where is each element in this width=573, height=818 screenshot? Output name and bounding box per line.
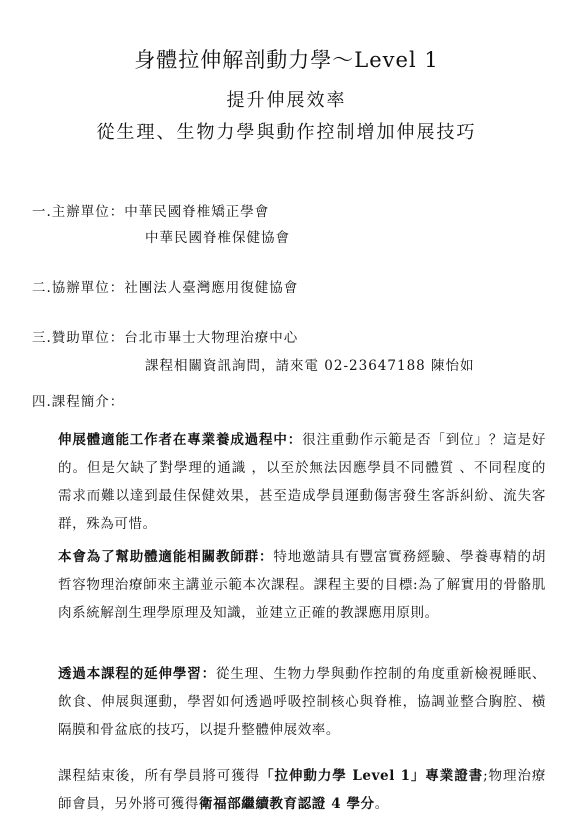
paragraph-body: 很注重動作示範是否「到位」？這是好的。但是欠缺了對學理的通識 ，以至於無法因應學員不同體質 、不同程度的需求而難以達到最佳保健效果，甚至造成學員運動傷害發生客訴糾紛、流失客群，殊為可惜。 [58,432,547,532]
credit-info: 衛福部繼續教育認證 4 學分 [199,796,375,812]
intro-paragraph-1 [58,426,546,538]
contact-info: 課程相關資訊詢問，請來電 02-23647188 陳怡如 [145,358,475,374]
organizer-label: 主辦單位： [51,204,125,220]
organizer-row-2 [145,226,290,246]
paragraph-body: 課程結束後，所有學員將可獲得 [58,768,261,784]
certificate-paragraph [58,762,546,818]
section-number: 三. [32,330,52,346]
section-number: 四. [32,394,52,410]
organizer-value-1: 中華民國脊椎矯正學會 [124,204,270,220]
sponsor-row [32,326,298,346]
intro-label: 課程簡介： [51,394,125,410]
document-title: 身體拉伸解剖動力學～Level 1 [134,48,439,72]
section-number: 一. [32,204,52,220]
organizer-value-2: 中華民國脊椎保健協會 [145,230,290,246]
contact-row [145,354,475,374]
co-organizer-row [32,276,298,296]
paragraph-lead: 伸展體適能工作者在專業養成過程中： [58,432,303,448]
co-organizer-value: 社團法人臺灣應用復健協會 [124,280,299,296]
document-subtitle-2: 從生理、生物力學與動作控制增加伸展技巧 [96,122,477,143]
document-subtitle: 提升伸展效率 [226,90,347,111]
paragraph-body: ;物理治療師會員，另外將可獲得 [58,768,546,812]
certificate-name: 「拉伸動力學 Level 1」專業證書 [260,768,484,784]
paragraph-body: 從生理、生物力學與動作控制的角度重新檢視睡眠、飲食、伸展與運動，學習如何透過呼吸控制核心與脊椎，協調並整合胸腔、橫隔膜和骨盆底的技巧，以提升整體伸展效率。 [58,666,546,738]
intro-paragraph-3 [58,660,546,744]
co-organizer-label: 協辦單位： [51,280,125,296]
paragraph-body: 。 [374,796,389,812]
intro-row [32,390,124,410]
section-number: 二. [32,280,52,296]
intro-paragraph-2 [58,543,546,627]
paragraph-lead: 透過本課程的延伸學習： [58,666,216,682]
sponsor-value: 台北市畢士大物理治療中心 [124,330,299,346]
organizer-row [32,200,269,220]
paragraph-lead: 本會為了幫助體適能相關教師群： [58,549,274,565]
sponsor-label: 贊助單位： [51,330,125,346]
paragraph-body: 特地邀請具有豐富實務經驗、學養專精的胡哲容物理治療師來主講並示範本次課程。課程主要的目標:為了解實用的骨骼肌肉系統解剖生理學原理及知識，並建立正確的教課應用原則。 [58,549,546,621]
